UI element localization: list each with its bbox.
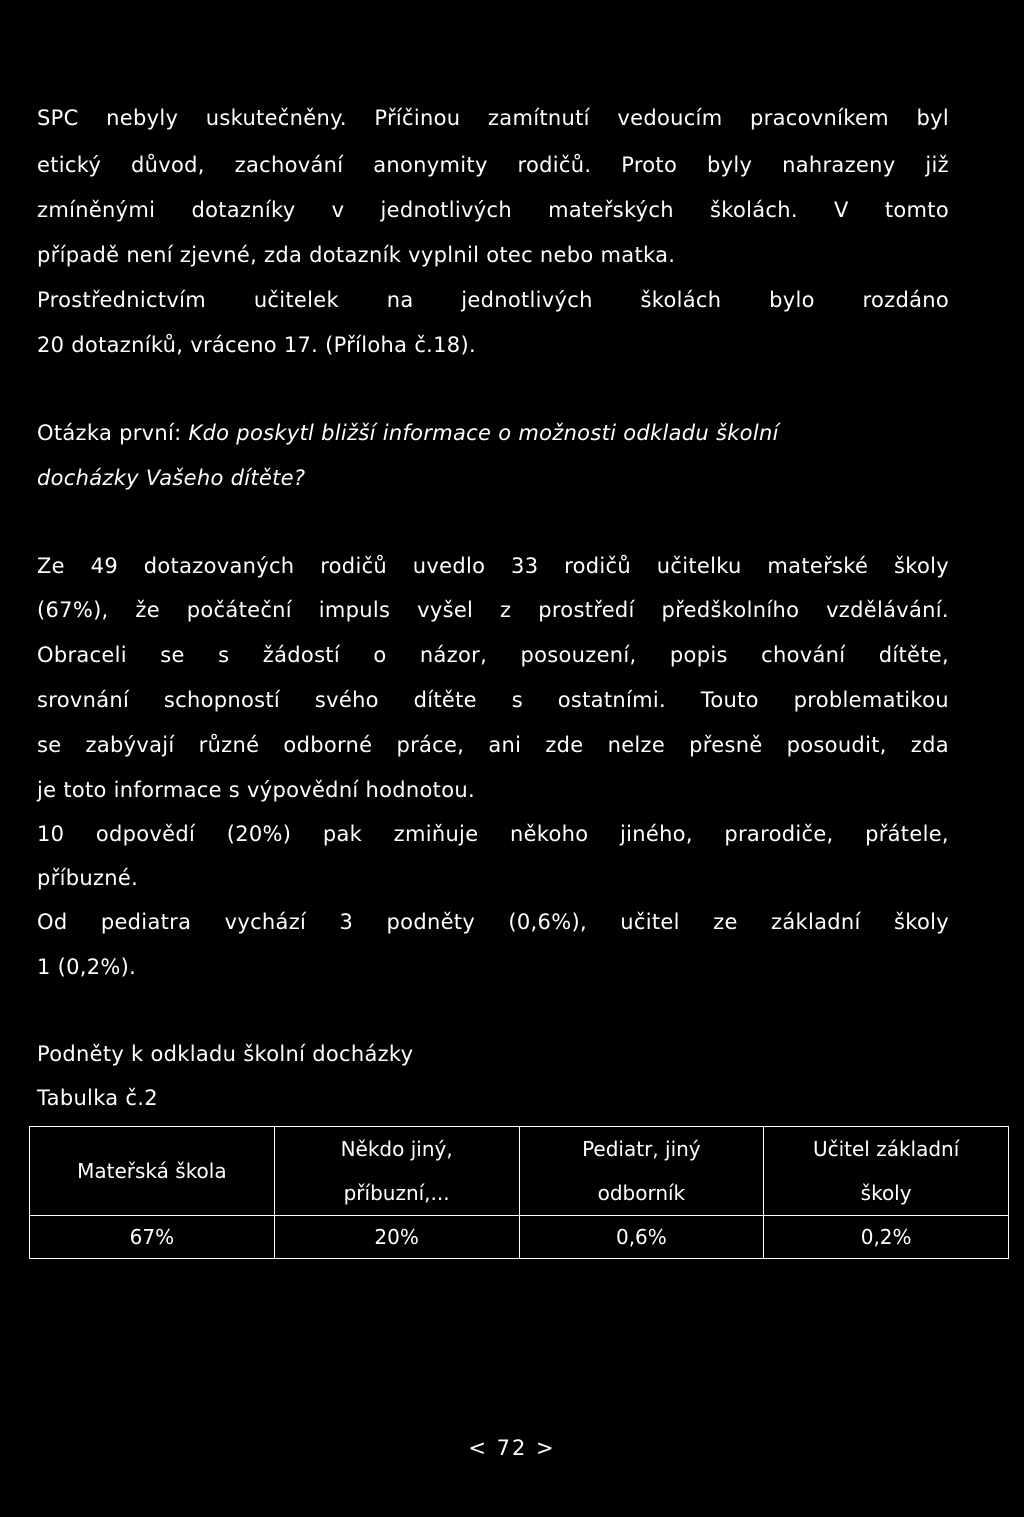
word: nelze bbox=[607, 733, 666, 757]
paragraph1-line-6: 20 dotazníků, vráceno 17. (Příloha č.18). bbox=[37, 333, 476, 357]
word: etický bbox=[37, 153, 102, 177]
table-label: Tabulka č.2 bbox=[37, 1086, 158, 1110]
paragraph1-line-4: případě není zjevné, zda dotazník vyplnil otec nebo matka. bbox=[37, 243, 676, 267]
word: (0,6%), bbox=[508, 910, 587, 934]
word: rozdáno bbox=[862, 288, 949, 312]
word: názor, bbox=[419, 643, 488, 667]
table-value-row bbox=[30, 1216, 1009, 1259]
word: zabývají bbox=[85, 733, 175, 757]
word: chování bbox=[761, 643, 846, 667]
table-header-row bbox=[30, 1127, 1009, 1216]
word: srovnání bbox=[37, 688, 130, 712]
word: vzdělávání. bbox=[826, 598, 949, 622]
word: odpovědí bbox=[95, 822, 196, 846]
question-text-1: Kdo poskytl bližší informace o možnosti odkladu školní bbox=[188, 421, 779, 445]
word: byly bbox=[706, 153, 753, 177]
word: Touto bbox=[700, 688, 759, 712]
word: vedoucím bbox=[617, 106, 723, 130]
word: o bbox=[373, 643, 387, 667]
word: základní bbox=[771, 910, 861, 934]
word: posouzení, bbox=[520, 643, 637, 667]
word: vychází bbox=[224, 910, 307, 934]
word: důvod, bbox=[131, 153, 205, 177]
word: uvedlo bbox=[412, 554, 486, 578]
word: ostatními. bbox=[557, 688, 666, 712]
word: různé bbox=[198, 733, 260, 757]
paragraph2-line-1 bbox=[37, 554, 949, 578]
paragraph2-line-7 bbox=[37, 822, 949, 846]
word: učitel bbox=[620, 910, 680, 934]
paragraph2-line-3 bbox=[37, 643, 949, 667]
page-number: < 72 > bbox=[468, 1436, 556, 1460]
word: impuls bbox=[318, 598, 391, 622]
word: školy bbox=[893, 554, 949, 578]
word: předškolního bbox=[661, 598, 800, 622]
word: SPC bbox=[37, 106, 79, 130]
word: na bbox=[386, 288, 414, 312]
word: Ze bbox=[37, 554, 65, 578]
word: byl bbox=[916, 106, 949, 130]
word: jednotlivých bbox=[461, 288, 593, 312]
word: popis bbox=[669, 643, 728, 667]
word: svého bbox=[314, 688, 379, 712]
table-header-cell bbox=[764, 1127, 1009, 1216]
table-value-cell: 20% bbox=[274, 1216, 519, 1259]
word: bylo bbox=[769, 288, 815, 312]
question-prefix: Otázka první: bbox=[37, 421, 189, 445]
word: počáteční bbox=[186, 598, 292, 622]
word: vyšel bbox=[417, 598, 474, 622]
word: rodičů. bbox=[517, 153, 592, 177]
table-title: Podněty k odkladu školní docházky bbox=[37, 1042, 414, 1066]
word: jednotlivých bbox=[380, 198, 512, 222]
word: školy bbox=[894, 910, 949, 934]
word: někoho bbox=[509, 822, 589, 846]
header-text: Někdo jiný, bbox=[340, 1137, 453, 1161]
word: 49 bbox=[90, 554, 118, 578]
word: s bbox=[218, 643, 230, 667]
paragraph1-line-1 bbox=[37, 106, 949, 130]
word: Prostřednictvím bbox=[37, 288, 207, 312]
header-text: Pediatr, jiný bbox=[582, 1137, 701, 1161]
paragraph2-line-8: příbuzné. bbox=[37, 866, 139, 890]
paragraph2-line-2 bbox=[37, 598, 949, 622]
word: V bbox=[834, 198, 849, 222]
header-text: příbuzní,... bbox=[343, 1181, 450, 1205]
table-value-cell: 0,6% bbox=[519, 1216, 764, 1259]
word: se bbox=[37, 733, 62, 757]
table-header-cell bbox=[519, 1127, 764, 1216]
word: jiného, bbox=[619, 822, 693, 846]
paragraph1-line-2 bbox=[37, 153, 949, 177]
word: se bbox=[160, 643, 185, 667]
word: dotazovaných bbox=[143, 554, 295, 578]
word: uskutečněny. bbox=[205, 106, 347, 130]
table-value-cell: 67% bbox=[30, 1216, 275, 1259]
word: školách bbox=[640, 288, 722, 312]
table-header-cell bbox=[30, 1127, 275, 1216]
paragraph2-line-5 bbox=[37, 733, 949, 757]
word: mateřských bbox=[548, 198, 674, 222]
word: přesně bbox=[689, 733, 763, 757]
word: tomto bbox=[884, 198, 949, 222]
question-line-2: docházky Vašeho dítěte? bbox=[37, 466, 306, 490]
word: práce, bbox=[396, 733, 465, 757]
paragraph2-line-10: 1 (0,2%). bbox=[37, 955, 137, 979]
word: pediatra bbox=[100, 910, 192, 934]
word: rodičů bbox=[320, 554, 388, 578]
word: zmíněnými bbox=[37, 198, 156, 222]
word: dítěte, bbox=[878, 643, 949, 667]
paragraph2-line-6: je toto informace s výpovědní hodnotou. bbox=[37, 778, 475, 802]
header-text: odborník bbox=[597, 1181, 686, 1205]
word: dítěte bbox=[413, 688, 477, 712]
word: odborné bbox=[283, 733, 373, 757]
word: nahrazeny bbox=[782, 153, 896, 177]
word: zachování bbox=[234, 153, 344, 177]
paragraph2-line-9 bbox=[37, 910, 949, 934]
word: nebyly bbox=[106, 106, 179, 130]
word: učitelek bbox=[253, 288, 339, 312]
word: 33 bbox=[511, 554, 539, 578]
word: schopností bbox=[163, 688, 281, 712]
header-text: Učitel základní bbox=[812, 1137, 960, 1161]
word: zamítnutí bbox=[487, 106, 590, 130]
word: Proto bbox=[621, 153, 678, 177]
word: rodičů bbox=[564, 554, 631, 578]
word: mateřské bbox=[767, 554, 869, 578]
word: problematikou bbox=[793, 688, 949, 712]
word: již bbox=[925, 153, 949, 177]
word: (20%) bbox=[226, 822, 292, 846]
table-header-cell bbox=[274, 1127, 519, 1216]
paragraph2-line-4 bbox=[37, 688, 949, 712]
word: ani bbox=[488, 733, 522, 757]
word: zmiňuje bbox=[393, 822, 479, 846]
word: (67%), bbox=[37, 598, 109, 622]
word: zde bbox=[545, 733, 584, 757]
paragraph1-line-5 bbox=[37, 288, 949, 312]
word: ze bbox=[713, 910, 738, 934]
word: prostředí bbox=[538, 598, 635, 622]
header-text: Mateřská škola bbox=[77, 1159, 227, 1183]
word: 10 bbox=[37, 822, 65, 846]
word: přátele, bbox=[865, 822, 949, 846]
word: že bbox=[135, 598, 160, 622]
word: posoudit, bbox=[786, 733, 887, 757]
word: Obraceli bbox=[37, 643, 127, 667]
data-table bbox=[29, 1126, 1009, 1259]
header-text: školy bbox=[860, 1181, 912, 1205]
question-line-1 bbox=[37, 421, 779, 445]
word: školách. bbox=[710, 198, 798, 222]
word: pracovníkem bbox=[750, 106, 889, 130]
word: 3 bbox=[339, 910, 354, 934]
word: žádostí bbox=[262, 643, 340, 667]
word: anonymity bbox=[373, 153, 488, 177]
word: podněty bbox=[386, 910, 476, 934]
word: zda bbox=[910, 733, 949, 757]
word: pak bbox=[322, 822, 363, 846]
word: v bbox=[331, 198, 345, 222]
word: dotazníky bbox=[191, 198, 296, 222]
table-value-cell: 0,2% bbox=[764, 1216, 1009, 1259]
word: učitelku bbox=[656, 554, 742, 578]
paragraph1-line-3 bbox=[37, 198, 949, 222]
word: Od bbox=[37, 910, 68, 934]
word: s bbox=[511, 688, 523, 712]
word: Příčinou bbox=[374, 106, 461, 130]
word: prarodiče, bbox=[724, 822, 834, 846]
word: z bbox=[500, 598, 512, 622]
